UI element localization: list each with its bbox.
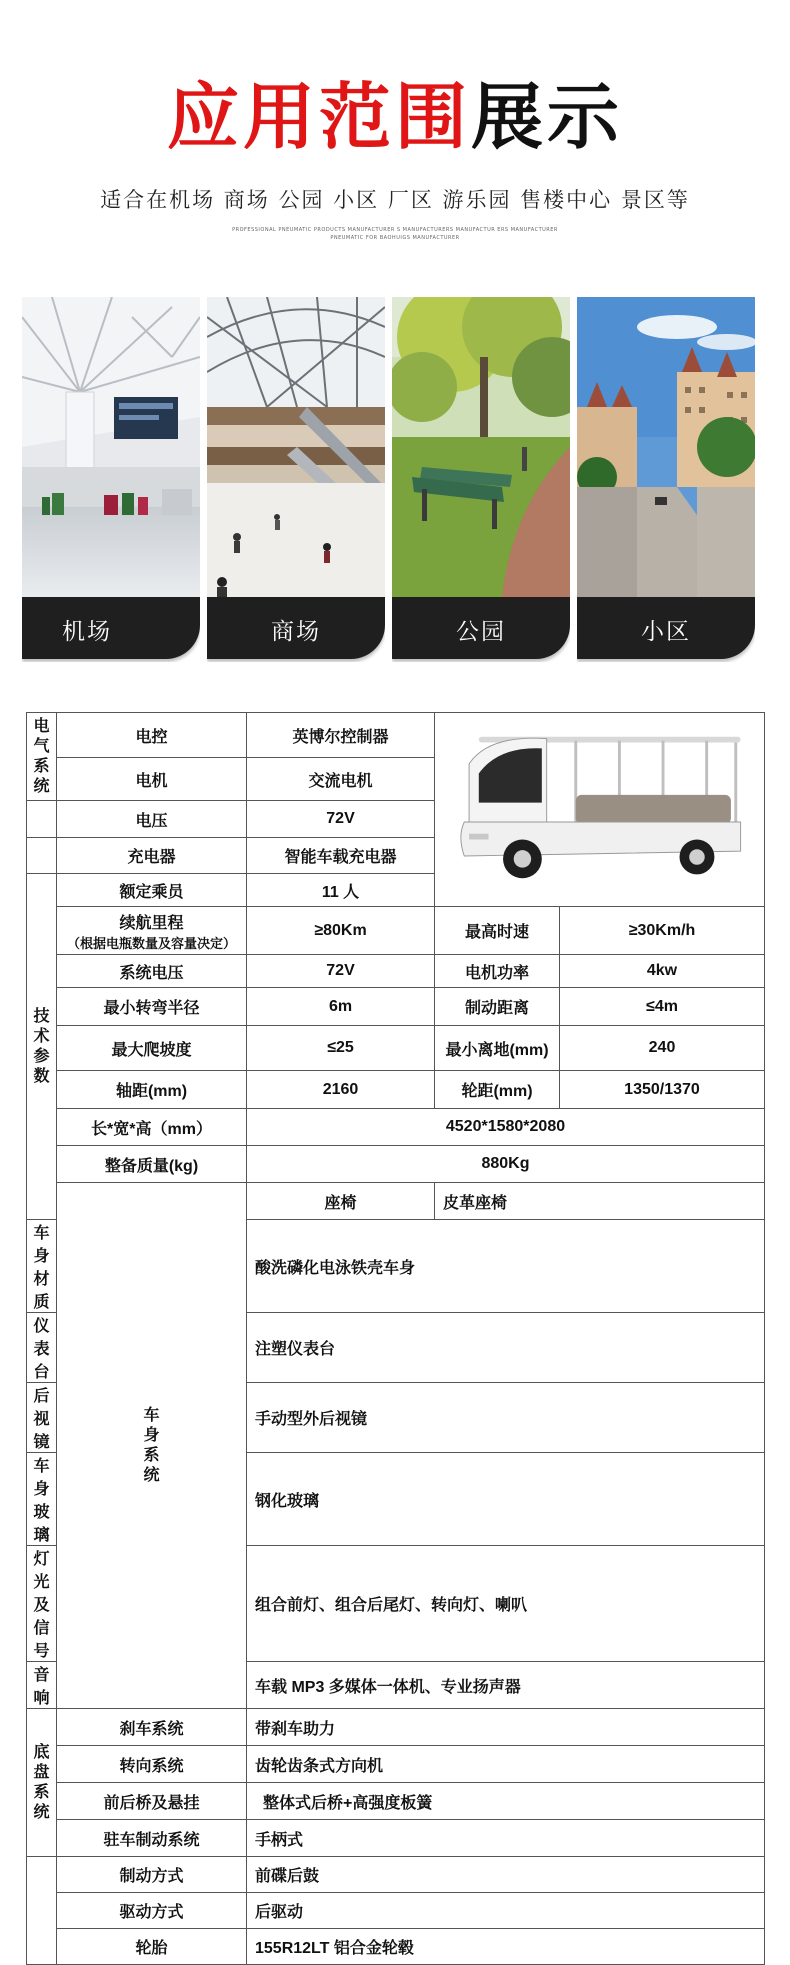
scene-label: 小区 [641,619,691,645]
spec-value: ≤4m [560,988,765,1026]
spec-name: 整备质量(kg) [57,1146,247,1183]
spec-value: 手柄式 [247,1820,765,1857]
spec-value: 组合前灯、组合后尾灯、转向灯、喇叭 [247,1546,765,1662]
spec-row [27,907,765,955]
spec-value: 皮革座椅 [435,1183,765,1220]
spec-name: 车身材质 [27,1220,57,1313]
spec-value: 72V [247,801,435,838]
community-photo [577,297,755,597]
spec-name: 电压 [57,801,247,838]
scene-label: 机场 [62,619,112,645]
spec-value: ≥80Km [247,907,435,955]
mall-photo [207,297,385,597]
group-label-empty [27,838,57,874]
spec-name: 驻车制动系统 [57,1820,247,1857]
page-title [0,72,790,162]
spec-value: 交流电机 [247,758,435,801]
spec-row [27,955,765,988]
spec-value: 72V [247,955,435,988]
spec-name: 轮距(mm) [435,1071,560,1109]
park-photo [392,297,570,597]
spec-name: 长*宽*高（mm） [57,1109,247,1146]
group-label-technical: 技术参数 [27,874,57,1220]
scene-label-plate [207,597,385,659]
group-label-chassis: 底盘系统 [27,1709,57,1857]
spec-name: 最小转弯半径 [57,988,247,1026]
spec-name: 仪表台 [27,1313,57,1383]
spec-row [27,1026,765,1071]
spec-row [27,1820,765,1857]
spec-row [27,1709,765,1746]
scene-label-plate [22,597,200,659]
spec-value: 后驱动 [247,1893,765,1929]
scene-label-plate [392,597,570,659]
spec-value: 4kw [560,955,765,988]
spec-value: 880Kg [247,1146,765,1183]
spec-name: 制动距离 [435,988,560,1026]
scene-card-community [577,297,755,662]
spec-value: 钢化玻璃 [247,1453,765,1546]
spec-row [27,1746,765,1783]
spec-name: 音响 [27,1662,57,1709]
spec-value: 车载 MP3 多媒体一体机、专业扬声器 [247,1662,765,1709]
spec-name [57,907,247,955]
scene-label: 商场 [271,619,321,645]
spec-value: 1350/1370 [560,1071,765,1109]
spec-value: 155R12LT 铝合金轮毂 [247,1929,765,1965]
spec-value: 240 [560,1026,765,1071]
spec-value: 智能车载充电器 [247,838,435,874]
spec-name-main: 续航里程 [119,914,184,932]
spec-value: 6m [247,988,435,1026]
spec-value: 酸洗磷化电泳铁壳车身 [247,1220,765,1313]
sightseeing-car-image [440,725,760,890]
spec-value: ≤25 [247,1026,435,1071]
spec-row [27,713,765,758]
spec-name: 最高时速 [435,907,560,955]
spec-name-note: （根据电瓶数量及容量决定） [66,935,236,951]
group-label-empty [27,1857,57,1965]
spec-value: 11 人 [247,874,435,907]
spec-name: 座椅 [247,1183,435,1220]
spec-name: 额定乘员 [57,874,247,907]
group-label-body: 车身系统 [57,1183,247,1709]
subtitle: 适合在机场 商场 公园 小区 厂区 游乐园 售楼中心 景区等 [100,188,690,212]
spec-value: 手动型外后视镜 [247,1383,765,1453]
scene-cards [22,297,768,662]
spec-value: ≥30Km/h [560,907,765,955]
group-label-electrical: 电气系统 [27,713,57,801]
spec-row [27,1146,765,1183]
title-red-part: 应用范围 [166,75,471,159]
spec-name: 后视镜 [27,1383,57,1453]
spec-name: 轮胎 [57,1929,247,1965]
spec-row [27,1109,765,1146]
vehicle-image-cell [435,713,765,907]
title-black-part: 展示 [471,75,624,159]
spec-name: 灯光及信号 [27,1546,57,1662]
spec-value: 注塑仪表台 [247,1313,765,1383]
spec-row [27,988,765,1026]
tiny-caption-line1: PROFESSIONAL PNEUMATIC PRODUCTS MANUFACTURER S MANUFACTURERS MANUFACTUR ERS MANUFACTURER [232,227,558,233]
spec-row [27,1929,765,1965]
spec-name: 前后桥及悬挂 [57,1783,247,1820]
spec-value: 带刹车助力 [247,1709,765,1746]
spec-value: 2160 [247,1071,435,1109]
spec-row [27,1183,765,1220]
spec-value: 齿轮齿条式方向机 [247,1746,765,1783]
spec-value: 4520*1580*2080 [247,1109,765,1146]
spec-table [26,712,764,1957]
airport-photo [22,297,200,597]
spec-name: 充电器 [57,838,247,874]
spec-name: 转向系统 [57,1746,247,1783]
spec-name: 车身玻璃 [27,1453,57,1546]
spec-row [27,1783,765,1820]
scene-label-plate [577,597,755,659]
spec-name: 电机功率 [435,955,560,988]
spec-name: 最小离地(mm) [435,1026,560,1071]
spec-row [27,1857,765,1893]
group-label-empty [27,801,57,838]
spec-name: 电机 [57,758,247,801]
spec-name: 驱动方式 [57,1893,247,1929]
spec-name: 轴距(mm) [57,1071,247,1109]
spec-name: 制动方式 [57,1857,247,1893]
tiny-caption-line2: PNEUMATIC FOR BAOHUIGS MANUFACTURER [330,235,460,241]
spec-value: 英博尔控制器 [247,713,435,758]
scene-card-park [392,297,570,662]
spec-row [27,1893,765,1929]
spec-name: 系统电压 [57,955,247,988]
spec-name: 最大爬坡度 [57,1026,247,1071]
spec-row [27,1071,765,1109]
scene-label: 公园 [456,619,506,645]
spec-name: 电控 [57,713,247,758]
spec-name: 刹车系统 [57,1709,247,1746]
scene-card-airport [22,297,200,662]
spec-value: 整体式后桥+高强度板簧 [247,1783,765,1820]
scene-card-mall [207,297,385,662]
spec-value: 前碟后鼓 [247,1857,765,1893]
tiny-caption [0,226,790,242]
